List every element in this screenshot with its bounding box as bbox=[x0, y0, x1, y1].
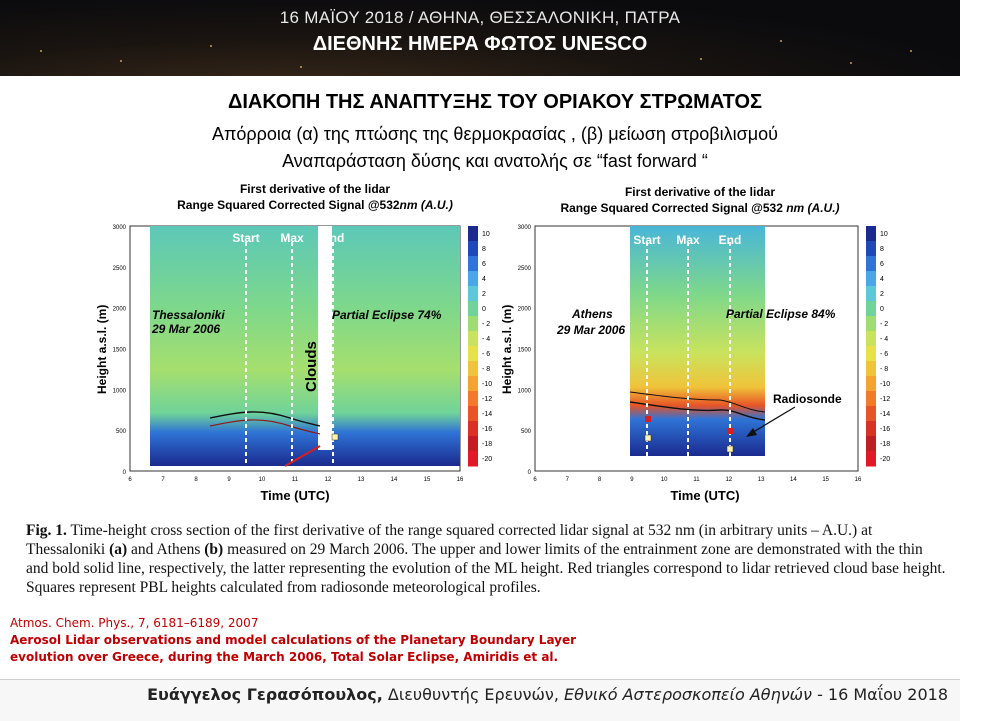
colorbar-a-label: - 4 bbox=[482, 336, 491, 343]
panel-a-xtick: 11 bbox=[291, 477, 299, 483]
colorbar-a-swatch bbox=[468, 331, 478, 347]
colorbar-a-label: -12 bbox=[482, 396, 493, 403]
panel-b-xtick: 13 bbox=[757, 477, 765, 483]
colorbar-b-swatch bbox=[866, 316, 876, 332]
panel-a-ytick: 1000 bbox=[112, 388, 126, 395]
caption-b: (b) bbox=[204, 541, 224, 558]
panel-b-square-1 bbox=[645, 416, 651, 422]
colorbar-b-label: -18 bbox=[880, 441, 891, 448]
panel-a-title-2a: Range Squared Corrected Signal @532 bbox=[177, 198, 400, 212]
panel-b-max-label: Max bbox=[676, 233, 700, 247]
colorbar-b-swatch bbox=[866, 421, 876, 437]
caption-fig-label: Fig. 1. bbox=[26, 522, 67, 539]
panel-b-location: Athens bbox=[572, 307, 613, 321]
colorbar-a-label: -20 bbox=[482, 456, 493, 463]
panel-a-xtick: 7 bbox=[161, 477, 165, 483]
colorbar-a-label: 4 bbox=[482, 276, 486, 283]
panel-b-ytick: 3000 bbox=[517, 225, 531, 231]
footer-institution: Εθνικό Αστεροσκοπείο Αθηνών bbox=[564, 685, 812, 704]
panel-a-ytick: 500 bbox=[115, 429, 126, 436]
panel-a-title-2b: nm (A.U.) bbox=[399, 198, 453, 212]
colorbar-b-label: 2 bbox=[880, 291, 884, 298]
caption-a: (a) bbox=[109, 541, 128, 558]
panel-b-xtick: 14 bbox=[790, 477, 797, 483]
colorbar-a-swatch bbox=[468, 316, 478, 332]
colorbar-a-label: 10 bbox=[482, 231, 490, 238]
panel-b-ytick: 500 bbox=[520, 429, 531, 436]
colorbar-b-swatch bbox=[866, 436, 876, 452]
panel-a-title-1: First derivative of the lidar bbox=[239, 182, 391, 196]
panel-a-location: Thessaloniki bbox=[152, 308, 225, 322]
colorbar-b-swatch bbox=[866, 391, 876, 407]
caption-text-2: and Athens bbox=[127, 541, 205, 558]
figure-caption bbox=[26, 521, 946, 597]
colorbar-a-swatch bbox=[468, 271, 478, 287]
slide-title: ΔΙΑΚΟΠΗ ΤΗΣ ΑΝΑΠΤΥΞΗΣ ΤΟΥ ΟΡΙΑΚΟΥ ΣΤΡΩΜΑΤΟΣ bbox=[227, 91, 763, 113]
lidar-figure bbox=[90, 180, 891, 510]
panel-a-xtick: 13 bbox=[357, 477, 365, 483]
colorbar-a-label: - 2 bbox=[482, 321, 491, 328]
panel-a-xtick: 12 bbox=[324, 477, 332, 483]
panel-a-ytick: 2000 bbox=[112, 306, 126, 313]
colorbar-b-swatch bbox=[866, 406, 876, 422]
colorbar-b-swatch bbox=[866, 301, 876, 317]
panel-b-ytick: 0 bbox=[527, 470, 531, 476]
colorbar-b-label: - 6 bbox=[880, 351, 889, 358]
panel-a-xtick: 15 bbox=[423, 477, 431, 483]
panel-a-max-label: Max bbox=[280, 231, 304, 245]
slide-subtitle-1: Απόρροια (α) της πτώσης της θερμοκρασίας , (β) μείωση στροβιλισμού bbox=[211, 124, 778, 144]
panel-b-date: 29 Mar 2006 bbox=[557, 323, 626, 337]
caption-text-1: Time-height cross section of the first derivative of the range squared corrected lidar signal at 532 nm (in arbitrary units – A.U.) at Thessaloniki bbox=[26, 522, 873, 558]
colorbar-b-label: - 2 bbox=[880, 321, 889, 328]
panel-b-xtick: 6 bbox=[533, 477, 537, 483]
colorbar-a-swatch bbox=[468, 421, 478, 437]
colorbar-b-label: -16 bbox=[880, 426, 891, 433]
colorbar-b-swatch bbox=[866, 361, 876, 377]
footer-role: Διευθυντής Ερευνών, bbox=[382, 685, 565, 704]
panel-a-radiosonde-square bbox=[332, 434, 338, 440]
colorbar-a-label: 2 bbox=[482, 291, 486, 298]
colorbar-b-label: 0 bbox=[880, 306, 884, 313]
colorbar-a-label: 0 bbox=[482, 306, 486, 313]
panel-a-title-2 bbox=[177, 198, 453, 212]
panel-b-xtick: 8 bbox=[597, 477, 602, 483]
colorbar-a-swatch bbox=[468, 256, 478, 272]
colorbar-b-swatch bbox=[866, 286, 876, 302]
panel-a-ylabel: Height a.s.l. (m) bbox=[95, 304, 109, 394]
panel-thessaloniki bbox=[95, 182, 464, 503]
panel-b-ytick: 1500 bbox=[517, 347, 531, 354]
banner-event-title: ΔΙΕΘΝΗΣ ΗΜΕΡΑ ΦΩΤΟΣ UNESCO bbox=[312, 33, 648, 55]
colorbar-b-swatch bbox=[866, 451, 876, 467]
colorbar-b-label: 4 bbox=[880, 276, 884, 283]
colorbar-b-label: - 8 bbox=[880, 366, 889, 373]
panel-b-ytick: 2000 bbox=[517, 306, 531, 313]
colorbar-b-label: 10 bbox=[880, 231, 888, 238]
panel-a-ytick: 3000 bbox=[112, 225, 126, 231]
colorbar-b-label: - 4 bbox=[880, 336, 889, 343]
slide-subtitle-2: Αναπαράσταση δύσης και ανατολής σε “fast forward “ bbox=[282, 151, 708, 171]
colorbar-b-label: -14 bbox=[880, 411, 891, 418]
panel-b-title-2b: nm (A.U.) bbox=[786, 201, 840, 215]
panel-a-xlabel: Time (UTC) bbox=[260, 488, 330, 503]
panel-a-cloud-gap bbox=[318, 226, 332, 450]
panel-b-square-4 bbox=[727, 446, 733, 452]
panel-b-ytick: 2500 bbox=[517, 265, 531, 272]
panel-b-radiosonde-label: Radiosonde bbox=[773, 392, 842, 406]
lidar-figure-svg bbox=[90, 180, 891, 510]
panel-a-xtick: 14 bbox=[390, 477, 398, 483]
panel-b-square-2 bbox=[645, 435, 651, 441]
footer bbox=[147, 685, 948, 704]
panel-b-xtick: 9 bbox=[630, 477, 634, 483]
panel-a-clouds-label: Clouds bbox=[303, 341, 320, 392]
panel-b-eclipse: Partial Eclipse 84% bbox=[726, 307, 836, 321]
panel-a-colorbar bbox=[468, 226, 492, 467]
colorbar-a-swatch bbox=[468, 226, 478, 242]
colorbar-a-swatch bbox=[468, 241, 478, 257]
panel-b-square-3 bbox=[727, 428, 733, 434]
panel-b-title-2a: Range Squared Corrected Signal @532 bbox=[560, 201, 787, 215]
reference bbox=[10, 615, 650, 666]
colorbar-a-label: - 6 bbox=[482, 351, 491, 358]
colorbar-b-label: -20 bbox=[880, 456, 891, 463]
colorbar-b-swatch bbox=[866, 226, 876, 242]
colorbar-b-label: 6 bbox=[880, 261, 884, 268]
colorbar-a-swatch bbox=[468, 286, 478, 302]
colorbar-b-swatch bbox=[866, 376, 876, 392]
colorbar-b-label: -10 bbox=[880, 381, 891, 388]
colorbar-a-swatch bbox=[468, 451, 478, 467]
panel-a-ytick: 0 bbox=[122, 470, 126, 476]
header-banner bbox=[0, 0, 960, 76]
panel-a-ytick: 1500 bbox=[112, 347, 126, 354]
colorbar-a-swatch bbox=[468, 376, 478, 392]
panel-athens bbox=[500, 185, 862, 503]
colorbar-a-swatch bbox=[468, 391, 478, 407]
panel-a-xtick: 10 bbox=[258, 477, 266, 483]
colorbar-a-label: 6 bbox=[482, 261, 486, 268]
colorbar-a-swatch bbox=[468, 301, 478, 317]
colorbar-a-label: -14 bbox=[482, 411, 493, 418]
reference-journal: Atmos. Chem. Phys., 7, 6181–6189, 2007 bbox=[10, 616, 259, 630]
panel-a-ytick: 2500 bbox=[112, 265, 126, 272]
panel-b-xtick: 11 bbox=[693, 477, 700, 483]
colorbar-b-label: 8 bbox=[880, 246, 884, 253]
panel-a-start-label: Start bbox=[232, 231, 260, 245]
caption-text-3: measured on 29 March 2006. The upper and lower limits of the entrainment zone are demonstrated with the thin and bold solid line, respectively, the latter representing the evolution of the ML height. Red triangles correspond to lidar retrieved cloud base height. Squares represent PBL heights calculated from radiosonde meteorological profiles. bbox=[26, 541, 946, 596]
panel-b-title-2 bbox=[560, 201, 839, 215]
colorbar-a-label: 8 bbox=[482, 246, 486, 253]
colorbar-a-label: -16 bbox=[482, 426, 493, 433]
footer-date: - 16 Μαΐου 2018 bbox=[811, 685, 948, 704]
panel-a-xtick: 9 bbox=[227, 477, 231, 483]
panel-b-ytick: 1000 bbox=[517, 388, 531, 395]
colorbar-a-swatch bbox=[468, 361, 478, 377]
panel-b-ylabel: Height a.s.l. (m) bbox=[500, 304, 514, 394]
panel-a-end-label: End bbox=[321, 231, 345, 245]
colorbar-a-swatch bbox=[468, 346, 478, 362]
colorbar-a-label: -18 bbox=[482, 441, 493, 448]
panel-b-xtick: 15 bbox=[822, 477, 830, 483]
colorbar-b-swatch bbox=[866, 331, 876, 347]
panel-b-xtick: 16 bbox=[854, 477, 862, 483]
panel-a-xtick: 16 bbox=[456, 477, 464, 483]
colorbar-b-swatch bbox=[866, 256, 876, 272]
footer-author: Ευάγγελος Γερασόπουλος, bbox=[147, 685, 383, 704]
banner-date-locations: 16 ΜΑΪΟΥ 2018 / ΑΘΗΝΑ, ΘΕΣΣΑΛΟΝΙΚΗ, ΠΑΤΡΑ bbox=[279, 8, 681, 27]
colorbar-b-label: -12 bbox=[880, 396, 891, 403]
panel-a-xtick: 6 bbox=[128, 477, 132, 483]
colorbar-a-label: - 8 bbox=[482, 366, 491, 373]
panel-b-xtick: 12 bbox=[725, 477, 733, 483]
colorbar-a-label: -10 bbox=[482, 381, 493, 388]
panel-a-xtick: 8 bbox=[194, 477, 198, 483]
colorbar-b-swatch bbox=[866, 346, 876, 362]
panel-b-xtick: 7 bbox=[565, 477, 569, 483]
panel-b-start-label: Start bbox=[633, 233, 661, 247]
reference-title-2: evolution over Greece, during the March 2006, Total Solar Eclipse, Amiridis et al. bbox=[10, 650, 559, 664]
panel-b-colorbar bbox=[866, 226, 890, 467]
panel-a-eclipse: Partial Eclipse 74% bbox=[332, 308, 442, 322]
colorbar-a-swatch bbox=[468, 406, 478, 422]
panel-a-date: 29 Mar 2006 bbox=[152, 322, 221, 336]
colorbar-b-swatch bbox=[866, 271, 876, 287]
reference-title-1: Aerosol Lidar observations and model calculations of the Planetary Boundary Layer bbox=[10, 633, 577, 647]
panel-b-xlabel: Time (UTC) bbox=[670, 488, 740, 503]
panel-b-end-label: End bbox=[718, 233, 742, 247]
panel-b-xtick: 10 bbox=[660, 477, 668, 483]
panel-b-title-1: First derivative of the lidar bbox=[624, 185, 776, 199]
colorbar-b-swatch bbox=[866, 241, 876, 257]
colorbar-a-swatch bbox=[468, 436, 478, 452]
